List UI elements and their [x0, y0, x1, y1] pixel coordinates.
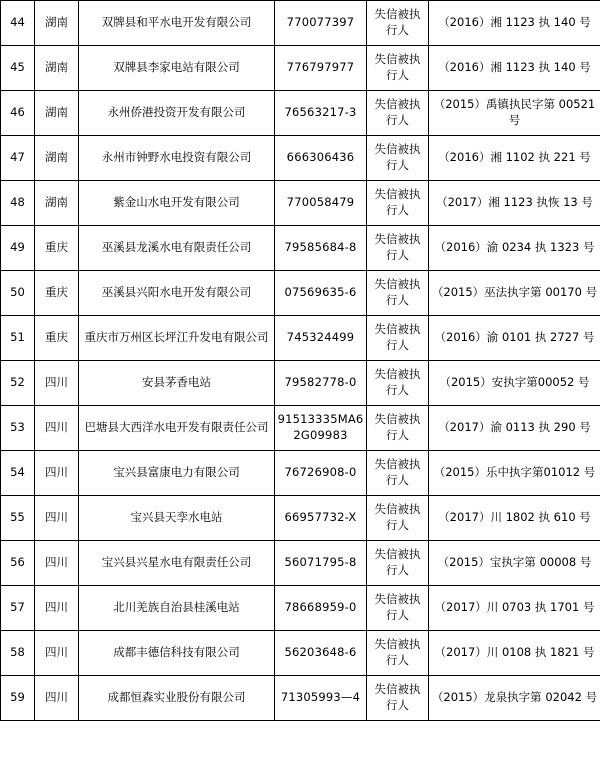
table-row [1, 91, 600, 136]
cell-credit-code: 07569635-6 [275, 271, 367, 316]
cell-province: 湖南 [35, 136, 79, 181]
cell-case-number: （2017）渝 0113 执 290 号 [429, 406, 600, 451]
cell-index: 50 [1, 271, 35, 316]
cell-company-name: 巫溪县龙溪水电有限责任公司 [79, 226, 275, 271]
cell-case-number: （2015）安执字第00052 号 [429, 361, 600, 406]
cell-case-number: （2015）乐中执字第01012 号 [429, 451, 600, 496]
cell-index: 48 [1, 181, 35, 226]
cell-province: 四川 [35, 586, 79, 631]
cell-province: 四川 [35, 406, 79, 451]
cell-province: 重庆 [35, 226, 79, 271]
table-row [1, 406, 600, 451]
cell-index: 45 [1, 46, 35, 91]
cell-case-number: （2016）渝 0234 执 1323 号 [429, 226, 600, 271]
cell-index: 46 [1, 91, 35, 136]
cell-case-number: （2017）川 1802 执 610 号 [429, 496, 600, 541]
cell-company-name: 重庆市万州区长坪江升发电有限公司 [79, 316, 275, 361]
cell-index: 57 [1, 586, 35, 631]
table-row [1, 316, 600, 361]
cell-credit-code: 56071795-8 [275, 541, 367, 586]
cell-company-name: 双牌县和平水电开发有限公司 [79, 1, 275, 46]
table-row [1, 271, 600, 316]
cell-credit-code: 79585684-8 [275, 226, 367, 271]
cell-index: 49 [1, 226, 35, 271]
cell-dishonesty-type: 失信被执行人 [367, 676, 429, 721]
cell-credit-code: 770058479 [275, 181, 367, 226]
cell-credit-code: 66957732-X [275, 496, 367, 541]
cell-dishonesty-type: 失信被执行人 [367, 631, 429, 676]
cell-index: 44 [1, 1, 35, 46]
cell-index: 55 [1, 496, 35, 541]
cell-company-name: 宝兴县天孪水电站 [79, 496, 275, 541]
cell-dishonesty-type: 失信被执行人 [367, 46, 429, 91]
cell-index: 58 [1, 631, 35, 676]
cell-company-name: 双牌县李家电站有限公司 [79, 46, 275, 91]
cell-credit-code: 776797977 [275, 46, 367, 91]
cell-dishonesty-type: 失信被执行人 [367, 316, 429, 361]
cell-dishonesty-type: 失信被执行人 [367, 1, 429, 46]
table-row [1, 631, 600, 676]
cell-case-number: （2017）湘 1123 执恢 13 号 [429, 181, 600, 226]
cell-credit-code: 78668959-0 [275, 586, 367, 631]
cell-index: 51 [1, 316, 35, 361]
table-row [1, 181, 600, 226]
cell-credit-code: 76726908-0 [275, 451, 367, 496]
table-row [1, 586, 600, 631]
table-row [1, 451, 600, 496]
cell-province: 湖南 [35, 181, 79, 226]
cell-province: 重庆 [35, 316, 79, 361]
cell-index: 53 [1, 406, 35, 451]
cell-company-name: 安县茅香电站 [79, 361, 275, 406]
table-row [1, 226, 600, 271]
cell-dishonesty-type: 失信被执行人 [367, 271, 429, 316]
cell-credit-code: 56203648-6 [275, 631, 367, 676]
cell-dishonesty-type: 失信被执行人 [367, 91, 429, 136]
cell-dishonesty-type: 失信被执行人 [367, 586, 429, 631]
cell-province: 湖南 [35, 91, 79, 136]
cell-company-name: 成都恒森实业股份有限公司 [79, 676, 275, 721]
cell-province: 四川 [35, 496, 79, 541]
cell-index: 52 [1, 361, 35, 406]
table-row [1, 676, 600, 721]
cell-index: 56 [1, 541, 35, 586]
cell-dishonesty-type: 失信被执行人 [367, 496, 429, 541]
cell-dishonesty-type: 失信被执行人 [367, 406, 429, 451]
cell-index: 59 [1, 676, 35, 721]
cell-case-number: （2015）宝执字第 00008 号 [429, 541, 600, 586]
cell-index: 54 [1, 451, 35, 496]
cell-dishonesty-type: 失信被执行人 [367, 541, 429, 586]
cell-case-number: （2015）禹镇执民字第 00521 号 [429, 91, 600, 136]
cell-case-number: （2017）川 0108 执 1821 号 [429, 631, 600, 676]
table-row [1, 136, 600, 181]
cell-case-number: （2016）湘 1102 执 221 号 [429, 136, 600, 181]
cell-province: 四川 [35, 361, 79, 406]
cell-company-name: 巴塘县大西洋水电开发有限责任公司 [79, 406, 275, 451]
table-row [1, 361, 600, 406]
table-row [1, 496, 600, 541]
cell-credit-code: 76563217-3 [275, 91, 367, 136]
cell-province: 湖南 [35, 46, 79, 91]
cell-case-number: （2016）渝 0101 执 2727 号 [429, 316, 600, 361]
cell-company-name: 巫溪县兴阳水电开发有限公司 [79, 271, 275, 316]
cell-case-number: （2015）巫法执字第 00170 号 [429, 271, 600, 316]
cell-dishonesty-type: 失信被执行人 [367, 136, 429, 181]
cell-company-name: 紫金山水电开发有限公司 [79, 181, 275, 226]
cell-dishonesty-type: 失信被执行人 [367, 226, 429, 271]
cell-company-name: 北川羌族自治县桂溪电站 [79, 586, 275, 631]
cell-case-number: （2016）湘 1123 执 140 号 [429, 1, 600, 46]
cell-case-number: （2016）湘 1123 执 140 号 [429, 46, 600, 91]
cell-company-name: 成都丰德信科技有限公司 [79, 631, 275, 676]
cell-province: 四川 [35, 451, 79, 496]
cell-index: 47 [1, 136, 35, 181]
cell-province: 四川 [35, 676, 79, 721]
cell-dishonesty-type: 失信被执行人 [367, 181, 429, 226]
cell-credit-code: 745324499 [275, 316, 367, 361]
cell-credit-code: 666306436 [275, 136, 367, 181]
cell-province: 重庆 [35, 271, 79, 316]
cell-company-name: 永州侨港投资开发有限公司 [79, 91, 275, 136]
table-row [1, 1, 600, 46]
cell-company-name: 宝兴县兴星水电有限责任公司 [79, 541, 275, 586]
cell-credit-code: 79582778-0 [275, 361, 367, 406]
cell-province: 四川 [35, 631, 79, 676]
cell-credit-code: 71305993—4 [275, 676, 367, 721]
cell-dishonesty-type: 失信被执行人 [367, 451, 429, 496]
cell-company-name: 永州市钟野水电投资有限公司 [79, 136, 275, 181]
cell-company-name: 宝兴县富康电力有限公司 [79, 451, 275, 496]
cell-credit-code: 91513335MA62G09983 [275, 406, 367, 451]
table-row [1, 541, 600, 586]
cell-case-number: （2015）龙泉执字第 02042 号 [429, 676, 600, 721]
table-body [1, 1, 600, 721]
table-row [1, 46, 600, 91]
cell-case-number: （2017）川 0703 执 1701 号 [429, 586, 600, 631]
cell-dishonesty-type: 失信被执行人 [367, 361, 429, 406]
cell-province: 四川 [35, 541, 79, 586]
cell-province: 湖南 [35, 1, 79, 46]
cell-credit-code: 770077397 [275, 1, 367, 46]
